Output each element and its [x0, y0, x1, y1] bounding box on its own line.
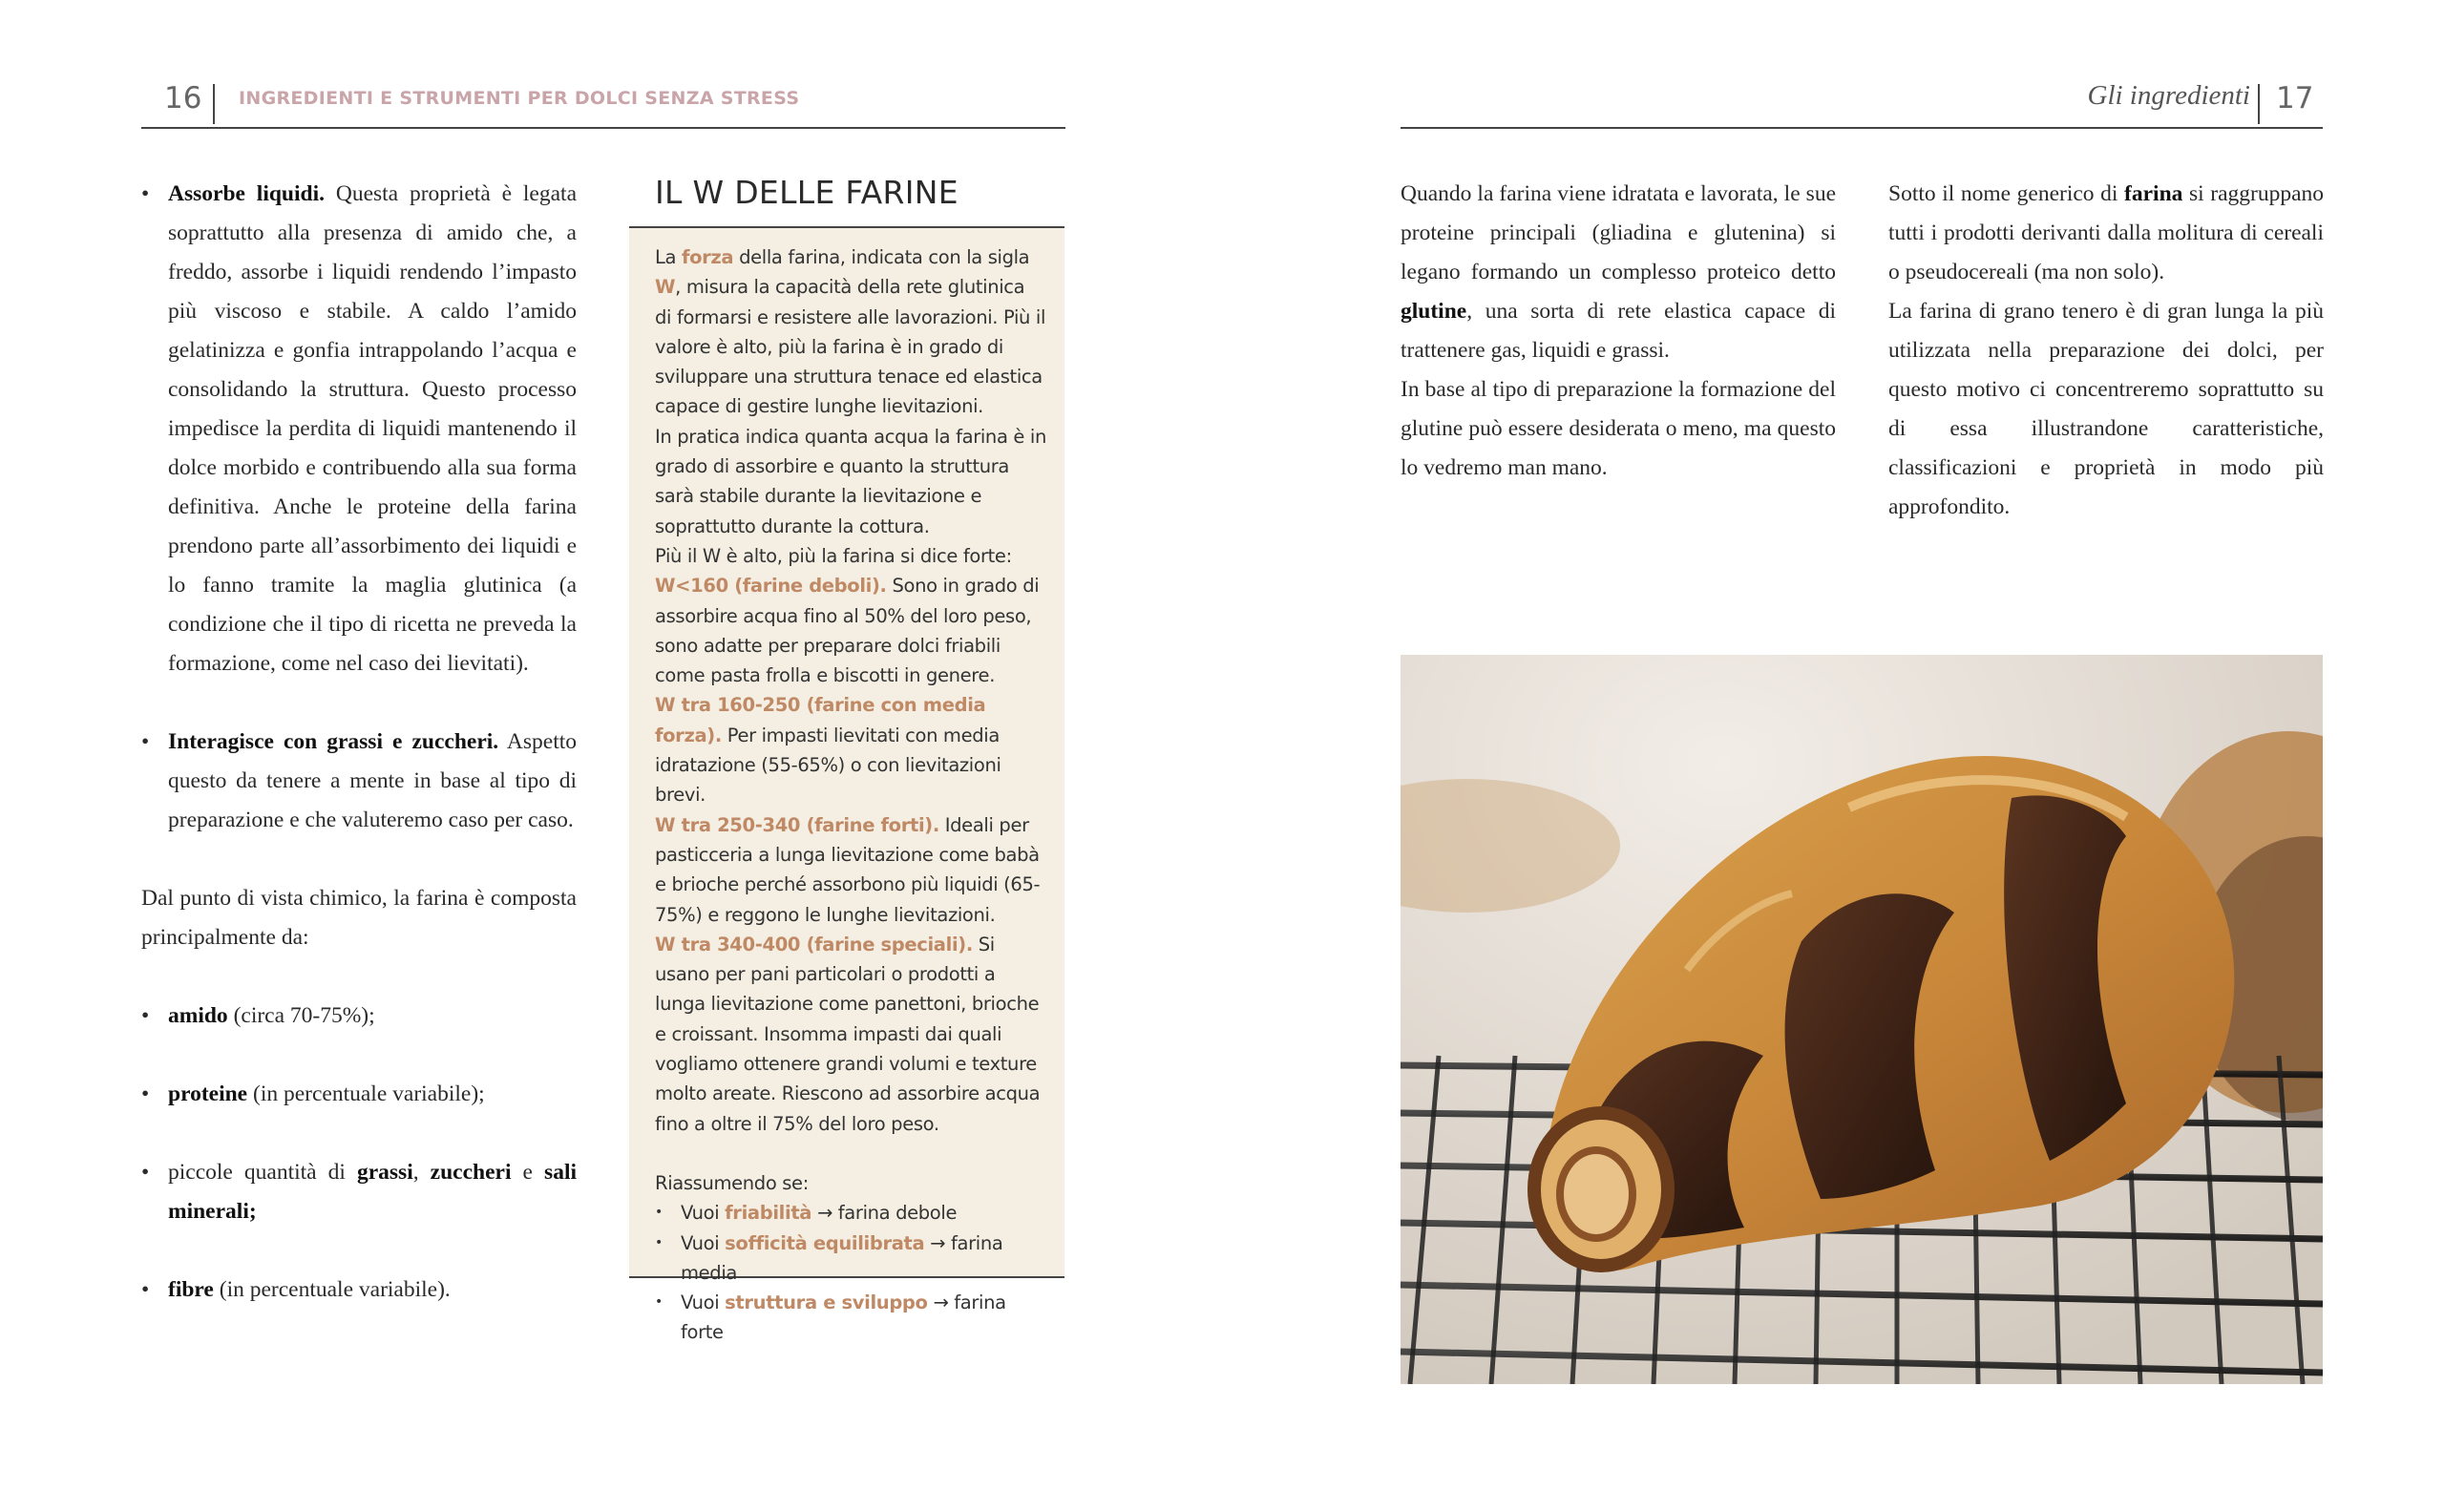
component-fats-sugars-minerals: • piccole quantità di grassi, zuccheri e sali minerali;: [141, 1153, 577, 1231]
gluten-formation-paragraph: In base al tipo di preparazione la formazione del glutine può essere desiderata o meno, ma questo lo vedremo man mano.: [1401, 377, 1836, 480]
sidebar-w-medium: W tra 160-250 (farine con media forza). Per impasti lievitati con media idratazione (55-65%) o con lievitazioni brevi.: [655, 694, 1001, 807]
header-rule-right: [1401, 127, 2323, 129]
sidebar-title: IL W DELLE FARINE: [655, 174, 959, 211]
sidebar-p3: Più il W è alto, più la farina si dice forte:: [655, 544, 1012, 567]
gluten-paragraph: Quando la farina viene idratata e lavorata, le sue proteine principali (gliadina e glutenina) si legano formando un complesso proteico detto glutine, una sorta di rete elastica capace di trattenere gas, liquidi e grassi.: [1401, 181, 1836, 363]
croissant-bicolore-icon: [1401, 655, 2323, 1384]
component-starch: • amido (circa 70-75%);: [141, 997, 577, 1036]
summary-item-medium: • Vuoi sofficità equilibrata → farina media: [655, 1228, 1046, 1289]
sidebar-p2: In pratica indica quanta acqua la farina è in grado di assorbire e quanto la struttura sarà stabile durante la lievitazione e soprattutto durante la cottura.: [655, 425, 1046, 537]
flour-definition-paragraph: Sotto il nome generico di farina si raggruppano tutti i prodotti derivanti dalla molitura di cereali o pseudocereali (ma non solo).: [1888, 181, 2325, 284]
running-title-left: INGREDIENTI E STRUMENTI PER DOLCI SENZA STRESS: [239, 88, 800, 109]
header-separator-left: [213, 84, 215, 124]
sidebar-w-strong: W tra 250-340 (farine forti). Ideali per pasticceria a lunga lievitazione come babà e brioche perché assorbono più liquidi (65-75%) e reggono le lunghe lievitazioni.: [655, 813, 1041, 926]
right-text-column-1: [1401, 175, 1836, 488]
page-number-left: 16: [164, 81, 202, 116]
page-number-right: 17: [2276, 81, 2314, 116]
sidebar-w-special: W tra 340-400 (farine speciali). Si usano per pani particolari o prodotti a lunga lievitazione come panettoni, brioche e croissant. Insomma impasti dai quali vogliamo ottenere grandi volumi e texture molto areate. Riescono ad assorbire acqua fino a oltre il 75% del loro peso.: [655, 933, 1041, 1135]
component-proteins: • proteine (in percentuale variabile);: [141, 1075, 577, 1114]
croissant-photo: [1401, 655, 2323, 1384]
soft-wheat-paragraph: La farina di grano tenero è di gran lunga la più utilizzata nella preparazione dei dolci, per questo motivo ci concentreremo soprattutto su di essa illustrandone caratteristiche, classificazioni e proprietà in modo più approfondito.: [1888, 299, 2324, 519]
header-separator-right: [2258, 84, 2260, 124]
sidebar-w-weak: W<160 (farine deboli). Sono in grado di assorbire acqua fino al 50% del loro peso, sono adatte per preparare dolci friabili come pasta frolla e biscotti in genere.: [655, 575, 1040, 687]
chemical-intro: Dal punto di vista chimico, la farina è composta principalmente da:: [141, 886, 577, 950]
sidebar-summary-intro: Riassumendo se:: [655, 1171, 809, 1194]
sidebar-text: [655, 242, 1046, 1348]
header-rule-left: [141, 127, 1065, 129]
summary-item-weak: • Vuoi friabilità → farina debole: [655, 1198, 1046, 1228]
bullet-absorbs-liquids: • Assorbe liquidi. Questa proprietà è legata soprattutto alla presenza di amido che, a freddo, assorbe i liquidi rendendo l’impasto più viscoso e stabile. A caldo l’amido gelatinizza e gonfia intrappolando l’acqua e consolidando la struttura. Questo processo impedisce la perdita di liquidi mantenendo il dolce morbido e contribuendo alla sua forma definitiva. Anche le proteine della farina prendono parte all’assorbimento dei liquidi e lo fanno tramite la maglia glutinica (a condizione che il tipo di ricetta ne preveda la formazione, come nel caso dei lievitati).: [141, 175, 577, 683]
sidebar-summary-list: [655, 1198, 1046, 1347]
left-text-column: [141, 175, 577, 1310]
component-fibres: • fibre (in percentuale variabile).: [141, 1270, 577, 1310]
running-title-right: Gli ingredienti: [2087, 80, 2250, 111]
right-text-column-2: [1888, 175, 2324, 527]
summary-item-strong: • Vuoi struttura e sviluppo → farina forte: [655, 1288, 1046, 1348]
bullet-interacts-fats-sugars: • Interagisce con grassi e zuccheri. Aspetto questo da tenere a mente in base al tipo di preparazione e che valuteremo caso per caso.: [141, 723, 577, 840]
sidebar-p1: La forza della farina, indicata con la sigla W, misura la capacità della rete glutinica di formarsi e resistere alle lavorazioni. Più il valore è alto, più la farina è in grado di sviluppare una struttura tenace ed elastica capace di gestire lunghe lievitazioni.: [655, 246, 1046, 418]
